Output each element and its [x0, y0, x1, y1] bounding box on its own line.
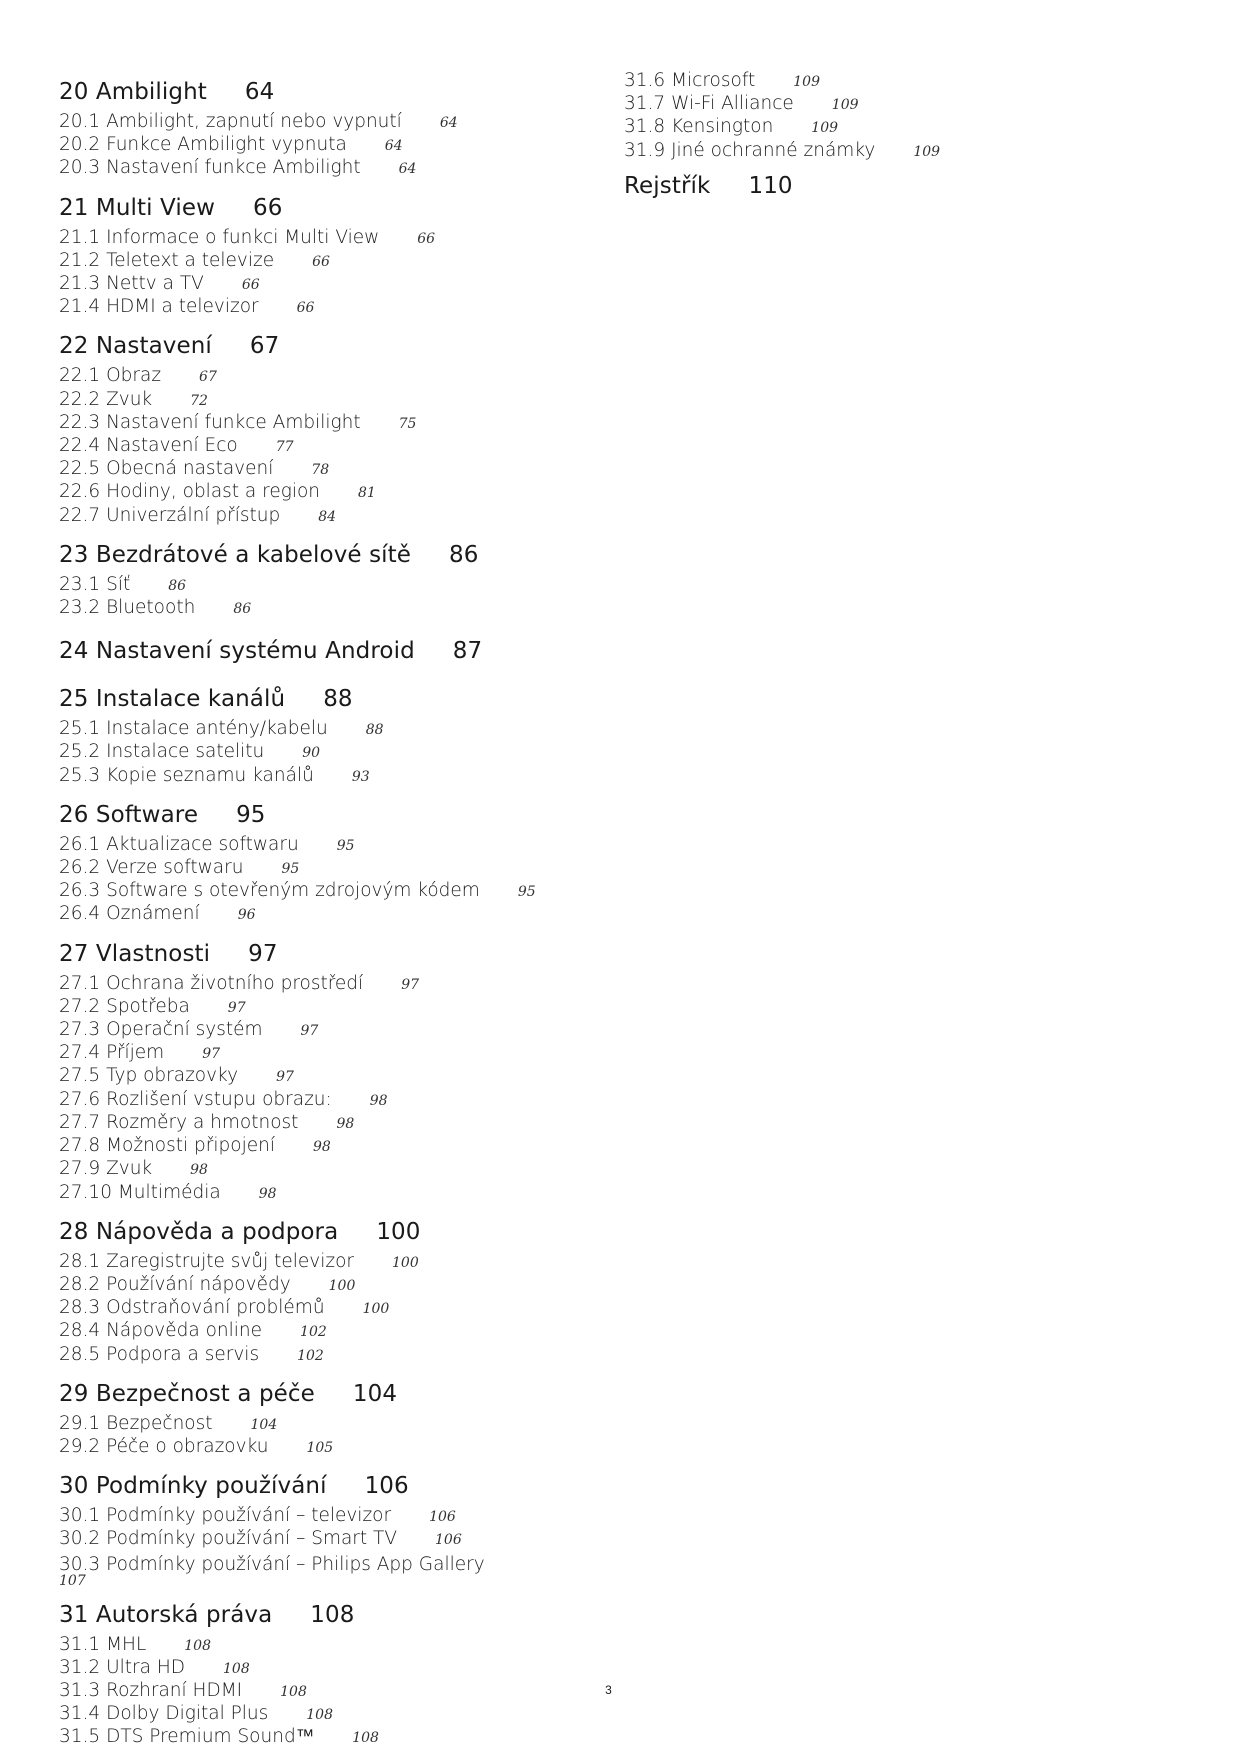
toc-entry-label: 22.6 Hodiny, oblast a region — [59, 481, 321, 503]
toc-chapter — [59, 1601, 599, 1750]
toc-entry-label: 21.4 HDMI a televizor — [59, 296, 259, 318]
chapter-title: 25 Instalace kanálů — [59, 686, 286, 713]
toc-entry[interactable] — [59, 296, 599, 319]
toc-entry-label: 28.2 Používání nápovědy — [59, 1273, 291, 1295]
toc-entry-label: 22.3 Nastavení funkce Ambilight — [59, 411, 361, 433]
toc-entry-label: 26.1 Aktualizace softwaru — [59, 833, 299, 855]
chapter-page-number: 106 — [364, 1473, 409, 1500]
toc-entry-label: 28.3 Odstraňování problémů — [59, 1297, 325, 1319]
toc-entry[interactable] — [59, 741, 599, 764]
toc-entry[interactable] — [59, 1634, 599, 1657]
toc-entry-page: 86 — [233, 601, 252, 618]
toc-entry-label: 21.1 Informace o funkci Multi View — [59, 226, 380, 248]
toc-entry-label: 22.2 Zvuk — [59, 388, 153, 410]
toc-entry-list — [59, 1413, 599, 1459]
toc-chapter — [59, 1380, 599, 1459]
toc-entry-label: 22.7 Univerzální přístup — [59, 504, 281, 526]
toc-entry-page: 108 — [223, 1660, 250, 1677]
toc-entry-page: 66 — [312, 253, 330, 270]
chapter-title: 27 Vlastnosti — [59, 940, 211, 967]
toc-entry-page: 100 — [392, 1254, 419, 1271]
toc-continued-list — [624, 70, 1144, 163]
toc-chapter-heading[interactable] — [59, 194, 599, 222]
toc-entry-page: 93 — [351, 768, 370, 785]
toc-entry-label: 31.2 Ultra HD — [59, 1656, 185, 1678]
toc-entry[interactable] — [59, 250, 599, 273]
toc-entry[interactable] — [59, 1552, 529, 1588]
toc-entry[interactable] — [59, 458, 599, 481]
chapter-title: 24 Nastavení systému Android — [59, 638, 415, 665]
toc-entry[interactable] — [59, 996, 599, 1019]
chapter-page-number: 97 — [248, 940, 278, 967]
toc-entry[interactable] — [59, 1297, 599, 1320]
toc-entry[interactable] — [59, 880, 599, 903]
toc-entry[interactable] — [59, 505, 599, 528]
toc-entry-page: 106 — [435, 1532, 462, 1549]
toc-entry[interactable] — [59, 435, 599, 458]
toc-entry-page: 100 — [362, 1301, 390, 1318]
toc-entry-page: 105 — [306, 1439, 334, 1456]
toc-entry-page: 66 — [241, 277, 260, 294]
toc-entry-list — [59, 834, 599, 927]
toc-entry-label: 28.4 Nápověda online — [59, 1320, 263, 1342]
toc-entry[interactable] — [624, 93, 1144, 116]
toc-entry-page: 64 — [398, 161, 417, 178]
toc-entry-page: 72 — [190, 392, 208, 409]
chapter-title: 21 Multi View — [59, 194, 215, 221]
toc-entry-page: 98 — [336, 1115, 355, 1132]
toc-entry[interactable] — [59, 227, 599, 250]
toc-entry-list — [59, 1505, 599, 1587]
toc-entry-label: 26.4 Oznámení — [59, 903, 200, 925]
chapter-title: 28 Nápověda a podpora — [59, 1218, 339, 1245]
toc-entry[interactable] — [59, 273, 599, 296]
toc-entry-page: 108 — [352, 1730, 379, 1747]
toc-entry[interactable] — [59, 574, 599, 597]
toc-entry-page: 98 — [258, 1185, 277, 1202]
toc-chapter — [59, 801, 599, 927]
chapter-title: 30 Podmínky používání — [59, 1473, 327, 1500]
toc-entry-list — [59, 718, 599, 788]
toc-entry[interactable] — [59, 765, 599, 788]
toc-entry-page: 97 — [300, 1023, 319, 1040]
toc-entry[interactable] — [59, 157, 599, 180]
toc-entry-page: 98 — [190, 1162, 208, 1179]
toc-entry-label: 21.3 Nettv a TV — [59, 273, 204, 295]
toc-chapter — [59, 1218, 599, 1367]
toc-entry-list — [59, 1251, 599, 1367]
toc-entry-label: 27.8 Možnosti připojení — [59, 1135, 275, 1157]
toc-index-heading[interactable] — [624, 172, 1144, 200]
toc-entry[interactable] — [59, 1528, 599, 1551]
toc-entry-page: 64 — [439, 115, 458, 131]
toc-entry-label: 31.1 MHL — [59, 1633, 147, 1655]
toc-entry[interactable] — [624, 116, 1144, 139]
toc-entry[interactable] — [59, 1019, 599, 1042]
toc-entry-page: 81 — [358, 485, 376, 502]
toc-entry-label: 29.1 Bezpečnost — [59, 1412, 213, 1434]
toc-chapter — [59, 541, 599, 620]
toc-entry-list — [59, 365, 599, 527]
toc-chapter-heading[interactable] — [59, 1380, 599, 1408]
toc-entry-page: 77 — [275, 439, 294, 456]
toc-entry-page: 90 — [302, 745, 321, 762]
toc-chapter-heading[interactable] — [59, 940, 599, 968]
toc-entry[interactable] — [59, 1135, 599, 1158]
index-page-number: 110 — [748, 172, 793, 199]
toc-entry-page: 109 — [913, 143, 941, 160]
toc-entry-label: 26.3 Software s otevřeným zdrojovým kódem — [59, 880, 480, 902]
toc-entry[interactable] — [59, 1182, 599, 1205]
toc-entry[interactable] — [59, 1042, 599, 1065]
toc-entry-page: 84 — [318, 508, 337, 525]
toc-entry[interactable] — [59, 1065, 599, 1088]
toc-entry[interactable] — [59, 481, 599, 504]
toc-entry[interactable] — [59, 1726, 599, 1749]
toc-entry-label: 29.2 Péče o obrazovku — [59, 1435, 269, 1457]
toc-entry-label: 27.4 Příjem — [59, 1042, 165, 1064]
toc-entry-label: 31.9 Jiné ochranné známky — [624, 139, 876, 161]
chapter-page-number: 108 — [310, 1601, 355, 1628]
toc-entry-list — [59, 574, 599, 620]
index-title: Rejstřík — [624, 172, 711, 199]
chapter-page-number: 100 — [376, 1218, 421, 1245]
toc-entry[interactable] — [59, 1320, 599, 1343]
toc-entry-page: 96 — [237, 907, 256, 924]
chapter-page-number: 66 — [253, 194, 283, 221]
toc-entry-page: 66 — [417, 230, 436, 247]
toc-entry-page: 108 — [280, 1683, 307, 1700]
toc-entry-page: 104 — [250, 1416, 278, 1433]
toc-entry-label: 30.1 Podmínky používání – televizor — [59, 1505, 392, 1527]
toc-entry-label: 22.4 Nastavení Eco — [59, 435, 238, 457]
toc-entry-label: 25.2 Instalace satelitu — [59, 741, 265, 763]
toc-chapter-heading[interactable] — [59, 541, 599, 569]
toc-entry-page: 102 — [300, 1324, 327, 1341]
toc-entry-page: 78 — [311, 462, 330, 479]
toc-entry-page: 64 — [384, 138, 403, 155]
toc-entry-label: 31.7 Wi-Fi Alliance — [624, 93, 794, 115]
chapter-title: 26 Software — [59, 801, 199, 828]
toc-entry[interactable] — [59, 718, 599, 741]
toc-entry-page: 108 — [306, 1707, 333, 1724]
toc-entry-page: 97 — [276, 1069, 294, 1086]
chapter-title: 22 Nastavení — [59, 333, 212, 360]
toc-entry[interactable] — [59, 1505, 599, 1528]
toc-entry[interactable] — [59, 412, 599, 435]
chapter-page-number: 95 — [236, 801, 266, 828]
toc-entry-page: 109 — [811, 120, 839, 137]
toc-entry[interactable] — [59, 1436, 599, 1459]
toc-entry-page: 107 — [59, 1572, 86, 1589]
toc-entry-label: 20.1 Ambilight, zapnutí nebo vypnutí — [59, 111, 402, 132]
toc-entry[interactable] — [59, 365, 599, 388]
toc-entry-label: 27.1 Ochrana životního prostředí — [59, 972, 364, 994]
toc-entry-label: 23.1 Síť — [59, 573, 131, 595]
toc-entry-label: 27.10 Multimédia — [59, 1181, 221, 1203]
toc-entry-label: 28.5 Podpora a servis — [59, 1343, 260, 1365]
chapter-page-number: 86 — [449, 541, 479, 568]
toc-entry[interactable] — [59, 834, 599, 857]
toc-entry-page: 109 — [793, 74, 820, 90]
toc-entry-label: 27.7 Rozměry a hmotnost — [59, 1111, 299, 1133]
toc-chapter-heading[interactable] — [59, 1601, 599, 1629]
chapter-page-number: 67 — [249, 333, 280, 360]
toc-entry-label: 25.3 Kopie seznamu kanálů — [59, 764, 314, 786]
toc-entry-label: 27.6 Rozlišení vstupu obrazu: — [59, 1088, 332, 1110]
toc-entry[interactable] — [59, 857, 599, 880]
toc-chapter — [59, 194, 599, 320]
toc-entry-label: 27.2 Spotřeba — [59, 995, 190, 1017]
chapter-title: 31 Autorská práva — [59, 1601, 273, 1628]
chapter-page-number: 64 — [244, 79, 275, 105]
toc-entry[interactable] — [59, 1274, 599, 1297]
page-number: 3 — [605, 1683, 612, 1697]
toc-chapter-heading[interactable] — [59, 801, 599, 829]
toc-entry-list — [59, 227, 599, 320]
toc-entry-page: 100 — [328, 1277, 356, 1294]
toc-entry-label: 26.2 Verze softwaru — [59, 857, 244, 879]
toc-entry-label: 21.2 Teletext a televize — [59, 249, 275, 271]
toc-entry[interactable] — [59, 134, 599, 157]
toc-entry[interactable] — [59, 597, 599, 620]
toc-entry-label: 27.9 Zvuk — [59, 1158, 153, 1180]
toc-entry-page: 95 — [336, 837, 355, 854]
toc-entry-label: 20.2 Funkce Ambilight vypnuta — [59, 134, 347, 156]
toc-entry-page: 97 — [401, 976, 420, 993]
toc-chapter — [59, 940, 599, 1205]
toc-entry-page: 108 — [184, 1637, 211, 1654]
toc-entry-page: 95 — [281, 861, 300, 878]
toc-entry-page: 106 — [429, 1509, 456, 1526]
toc-entry-page: 95 — [517, 884, 536, 901]
toc-entry-page: 98 — [312, 1139, 331, 1156]
toc-entry[interactable] — [59, 1703, 599, 1726]
chapter-title: 29 Bezpečnost a péče — [59, 1380, 315, 1407]
toc-chapter — [59, 332, 599, 527]
toc-entry-page: 102 — [297, 1347, 324, 1364]
toc-entry-list — [59, 111, 599, 181]
toc-entry-page: 97 — [227, 999, 246, 1016]
toc-entry[interactable] — [59, 111, 599, 134]
toc-entry-label: 25.1 Instalace antény/kabelu — [59, 718, 328, 740]
chapter-page-number: 104 — [352, 1380, 398, 1407]
toc-entry[interactable] — [624, 70, 1144, 93]
toc-entry-label: 31.6 Microsoft — [624, 70, 756, 91]
toc-entry-label: 31.8 Kensington — [624, 116, 774, 138]
toc-entry[interactable] — [59, 1344, 599, 1367]
chapter-title: 20 Ambilight — [59, 79, 207, 105]
toc-entry-page: 97 — [202, 1046, 221, 1063]
toc-chapter-heading[interactable] — [59, 637, 599, 665]
toc-entry-page: 67 — [199, 369, 217, 386]
toc-chapter-heading[interactable] — [59, 332, 599, 360]
toc-entry[interactable] — [59, 1112, 599, 1135]
toc-chapter — [59, 685, 599, 788]
toc-entry-label: 22.5 Obecná nastavení — [59, 458, 274, 480]
toc-left-column — [59, 78, 599, 1750]
toc-entry-label: 27.3 Operační systém — [59, 1019, 263, 1041]
toc-entry[interactable] — [59, 903, 599, 926]
toc-entry[interactable] — [59, 1657, 599, 1680]
toc-entry-page: 98 — [369, 1092, 388, 1109]
toc-entry-label: 31.4 Dolby Digital Plus — [59, 1703, 269, 1725]
toc-entry-page: 88 — [365, 722, 384, 739]
toc-entry[interactable] — [59, 1158, 599, 1181]
toc-entry-page: 66 — [296, 300, 315, 317]
toc-entry-list — [59, 973, 599, 1205]
toc-entry-label: 31.3 Rozhraní HDMI — [59, 1679, 243, 1701]
toc-chapter-heading[interactable] — [59, 1218, 599, 1246]
toc-entry-label: 28.1 Zaregistrujte svůj televizor — [59, 1250, 354, 1272]
toc-chapter — [59, 78, 599, 181]
toc-entry-label: 20.3 Nastavení funkce Ambilight — [59, 157, 361, 179]
chapter-page-number: 88 — [323, 686, 353, 713]
toc-entry-page: 75 — [398, 415, 417, 432]
toc-entry-label: 27.5 Typ obrazovky — [59, 1065, 239, 1087]
toc-entry[interactable] — [59, 973, 599, 996]
toc-chapter-heading[interactable] — [59, 78, 599, 106]
toc-chapter-heading[interactable] — [59, 1472, 599, 1500]
toc-entry[interactable] — [624, 140, 1144, 163]
toc-entry-page: 109 — [831, 97, 859, 114]
toc-right-column — [624, 69, 1144, 200]
toc-entry-label: 22.1 Obraz — [59, 365, 162, 387]
toc-entry-page: 86 — [168, 577, 187, 594]
toc-entry[interactable] — [59, 389, 599, 412]
toc-entry[interactable] — [59, 1413, 599, 1436]
chapter-title: 23 Bezdrátové a kabelové sítě — [59, 541, 412, 568]
chapter-page-number: 87 — [452, 638, 483, 665]
toc-chapter — [59, 1472, 599, 1587]
toc-chapter — [59, 637, 599, 665]
toc-chapter-heading[interactable] — [59, 685, 599, 713]
toc-entry-label: 30.3 Podmínky používání – Philips App Gallery — [59, 1553, 485, 1575]
toc-entry-label: 23.2 Bluetooth — [59, 597, 196, 619]
toc-entry[interactable] — [59, 1251, 599, 1274]
toc-entry[interactable] — [59, 1089, 599, 1112]
toc-entry-label: 30.2 Podmínky používání – Smart TV — [59, 1528, 397, 1550]
toc-entry-label: 31.5 DTS Premium Sound™ — [59, 1726, 315, 1748]
